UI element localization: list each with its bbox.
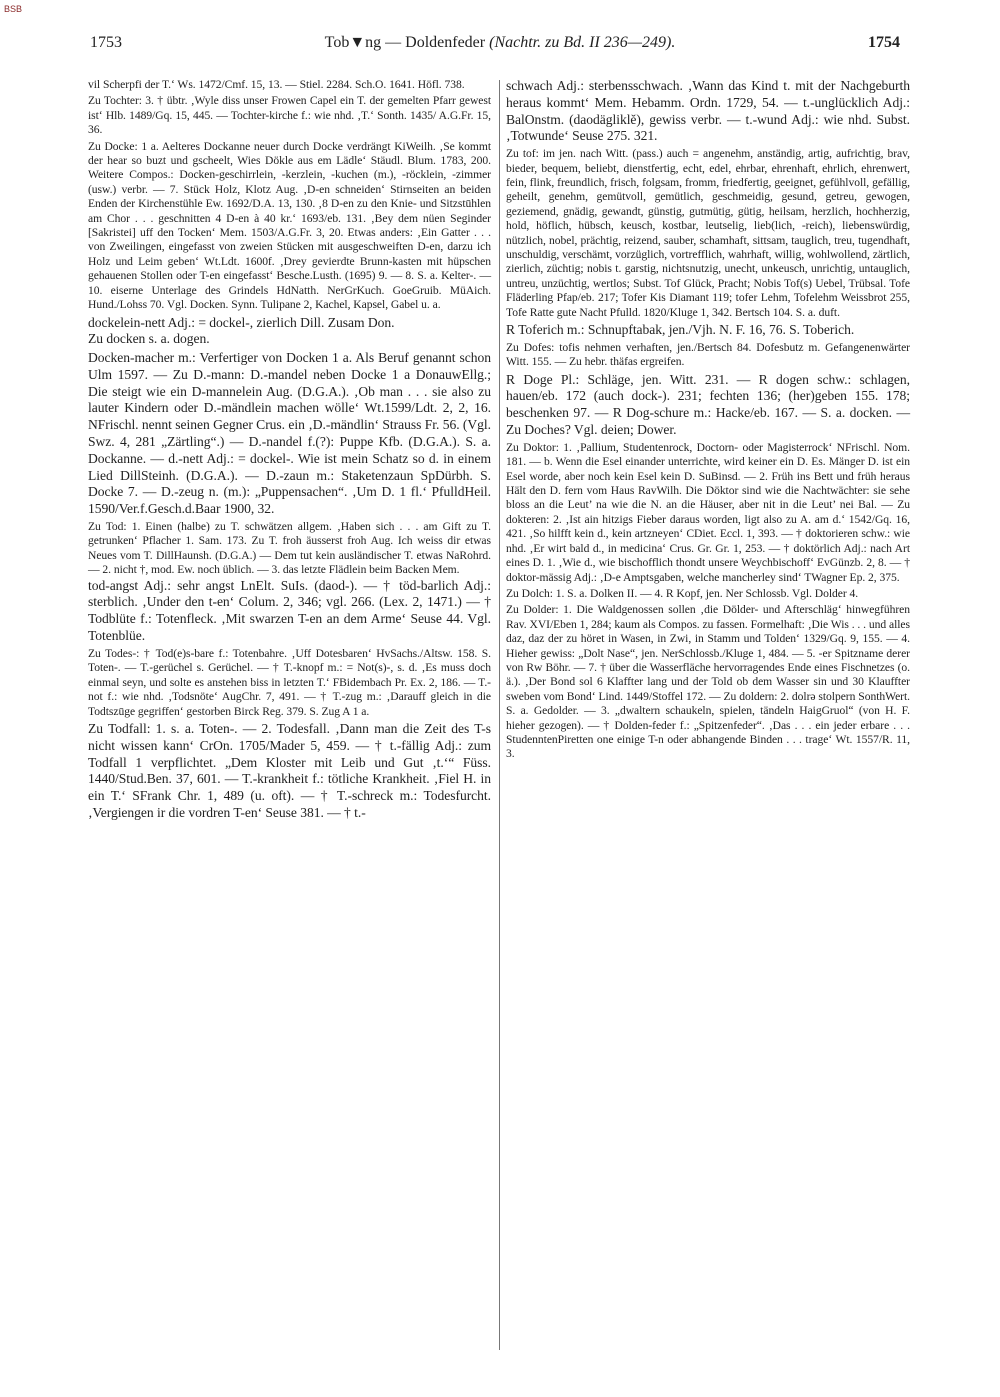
page-number-right: 1754	[868, 34, 900, 51]
running-title-main: Tob▼ng — Doldenfeder	[324, 34, 486, 51]
entry-toferich: R Toferich m.: Schnupftabak, jen./Vjh. N. F. 16, 76. S. Toberich.	[506, 322, 855, 338]
page-number-left: 1753	[90, 34, 122, 51]
entry-doktor: Zu Doktor: 1. ‚Pallium, Studentenrock, Doctorn- oder Magisterrock‘ NFrischl. Nom. 181. — b. Wenn die Esel einander unterrichte, wird keiner ein D. Es. Mänger D. ist ein Esel worde, aber noch kein Esel kein D. SuBinsd. — 2. Früh ins Bett und früh heraus Hält den D. fern vom Haus RavWilh. Die Döktor sind wie die Nachtwächter: sie sehe bloss an die Leut’ na wie die N. an die Häuser, aber nit in die Leut’ nei Bal. — Zu dokteren: 2. ‚Ist ain hitzigs Fieber daraus worden, ligt also zu A. am d.‘ 1542/Gq. 16, 421. ‚So hilfft kein d., kein artzneyen‘ CDiet. Eccl. 1, 393. — † doktorieren schw.: wie nhd. ‚Er wirt bald d., in medicina‘ Crus. Gr. Gr. 1, 253. — † doktörlich Adj.: nach Art eines D. 1. ‚Wie d., wie bischofflich thondt unsere Weychbischoff‘ EvGünzb. 2, 8. — † doktor-mässig Adj.: ‚D-e Amptsgaben, welche mancherley sind‘ TWagner Ep. 2, 375.	[506, 440, 910, 584]
entry-dofes: Zu Dofes: tofis nehmen verhaften, jen./Bertsch 84. Dofesbutz m. Gefangenenwärter Witt. 155. — Zu hebr. thäfas ergreifen.	[506, 340, 910, 369]
entry-tof: Zu tof: im jen. nach Witt. (pass.) auch = angenehm, anständig, artig, aufrichtig, brav, bieder, bequem, beliebt, dienstfertig, echt, edel, ehrbar, ehrenhaft, ehrlich, ehrenwert, fein, flink, freundlich, frisch, folgsam, fromm, friedfertig, geeignet, gefühlvoll, gefällig, geheilt, genehm, gemütvoll, gemütlich, geschmeidig, gesund, getreu, gewogen, geziemend, gnädig, gewandt, günstig, gutmütig, gütig, heilsam, herzlich, hochherzig, hold, höflich, hübsch, keusch, kostbar, leutselig, lieb(lich, -reich), liebenswürdig, nützlich, nobel, prächtig, reizend, sauber, schamhaft, sittsam, tauglich, treu, tugendhaft, unschuldig, verschämt, vorzüglich, vortrefflich, wahrhaft, willig, wohlwollend, zärtlich, zierlich, züchtig; nobis t. garstig, nichtsnutzig, unecht, unkeusch, unrichtig, untauglich, untreu, unzüchtig, wertlos; Subst. Tof Glück, Pracht; Nobis Tof(s) Uebel, Trübsal. Tofe Fläderling Pfap/eb. 217; Tofer Kis Diamant 119; tofer Lehm, Tofelehm Weissbrot 255, Tofe Ratte gute Nacht Pfulld. 1820/Kluge 1, 342. Bertsch 104. S. a. duft.	[506, 147, 910, 319]
page-header	[0, 34, 1000, 58]
column-divider	[499, 80, 500, 1350]
entry-dolch: Zu Dolch: 1. S. a. Dolken II. — 4. R Kopf, jen. Ner Schlossb. Vgl. Dolder 4.	[506, 586, 859, 600]
library-stamp: BSB	[4, 4, 23, 14]
right-column	[506, 78, 910, 762]
entry-tod-angst: tod-angst Adj.: sehr angst LnElt. SuIs. (daod-). — † töd-barlich Adj.: sterblich. ‚Under den t-en‘ Colum. 2, 346; vgl. 266. (Lex. 2, 1471.) — † Todblüte f.: Totenfleck. ‚Mit swarzen T-en an dem Arme‘ Seuse 44. Vgl. Totenblüe.	[88, 577, 491, 644]
entry-tochter: Zu Tochter: 3. † übtr. ‚Wyle diss unser Frowen Capel ein T. der gemelten Pfarr gewest ist‘ Hlb. 1489/Gq. 15, 445. — Tochter-kirche f.: wie nhd. ‚T.‘ Sonth. 1435/ A.G.Fr. 15, 36.	[88, 94, 491, 137]
running-title-note: (Nachtr. zu Bd. II 236—249).	[489, 34, 676, 51]
entry-scherpfi: vil Scherpfi der T.‘ Ws. 1472/Cmf. 15, 13. — Stiel. 2284. Sch.O. 1641. Höfl. 738.	[88, 78, 465, 91]
entry-tod-schwach: schwach Adj.: sterbensschwach. ‚Wann das Kind t. mit der Nachgeburth heraus kommt‘ Mem. Hebamm. Ordn. 1729, 54. — t.-unglücklich Adj.: BalOnstm. (daodägliklĕ), gewiss verbr. — t.-wund Adj.: wie nhd. Subst. ‚Totwunde‘ Seuse 275. 321.	[506, 78, 910, 144]
entry-docke: Zu Docke: 1 a. Aelteres Dockanne neuer durch Docke verdrängt KiWeilh. ‚Se kommt der hear so buzt und gscheelt, Wies Dökle aus em Lädle‘ Stäudl. Blum. 1783, 200. Weitere Compos.: Docken-geschirrlein, -kerzlein, -kuchen (m.), -röcklein, -zimmer (usw.) verbr. — 7. Stück Holz, Klotz Aug. ‚D-en schneiden‘ Stirnseiten an beiden Enden der Kirchenstühle Ew. 1692/D.A. 13, 130. ‚8 D-en zu den Knie- und Sitzstūhlen am Chor . . . geschnitten 4 D-en à 40 kr.‘ 1693/eb. 131. ‚Bey dem nüen Seginder [Sakristei] uff den Tocken‘ Mem. 1503/A.G.Fr. 3, 20. Etwas anders: ‚Ein Gatter . . . von Zweilingen, eingefasst von zweien Stücken mit ausgeschweiften D-en, darzu ich Holz und Leim geben‘ Wt.Ldt. 1600f. ‚Drey gevierdte Brunn-kasten mit hüpschen gehauenen Stollen oder T-en eingefasst‘ Besche.Lusth. (1695) 9. — 8. S. a. Kelter-. — 10. eiserne Unterlage des Grindels HdNatth. NerGrKuch. GoeGruib. MüAich. Hund./Lohss 70. Vgl. Docken. Synn. Tulipane 2, Kachel, Kapsel, Gabel u. a.	[88, 139, 491, 312]
running-title	[0, 34, 1000, 52]
entry-dolder: Zu Dolder: 1. Die Waldgenossen sollen ‚die Dölder- und Afterschläg‘ hinwegführen Rav. XVI/Eben 1, 284; kaum als Compos. zu fassen. Formelhaft: ‚Die Wis . . . und alles daz, daz der zu höret in Wasen, in Zwi, in Stamm und Tolden‘ 1329/Gq. 9, 155. — 4. Hieher gewiss: „Dolt Nase“, jen. NerSchlossb./Kluge 1, 484. — 5. -er Spitzname derer von Rw Böhr. — 7. † über die Wasserfläche hervorragendes Ende eines Fischnetzes (o. ä.). ‚Der Bond sol 6 Klaffter lang und der Told ob dem Wasser sin und 30 Klauffter sweben vom Bond‘ Lind. 1449/Stoffel 172. — Zu doldern: 2. dolrə stolpern SonthWert. S. a. Gedolder. — 3. „dwaltern schaukeln, spielen, tändeln HaigGruol“ (von H. F. hieher gezogen). — † Dolden-feder f.: „Spitzenfeder“. ‚Das . . . ein jeder erbare . . . StudenntenPiretten one einige T-n oder abhangende Binden . . . trage‘ Wt. 1557/R. 11, 3.	[506, 603, 910, 761]
entry-todfall: Zu Todfall: 1. s. a. Toten-. — 2. Todesfall. ‚Dann man die Zeit des T-s nicht wissen kann‘ CrOn. 1705/Mader 5, 459. — † t.-fällig Adj.: zum Todfall 1 verpflichtet. „Dem Kloster mit Leib und Gut ‚t.‘“ Füss. 1440/Stud.Ben. 37, 601. — T.-krankheit f.: tötliche Krankheit. ‚Fiel H. in ein T.‘ SFrank Chr. 1, 489 (u. oft). — † T.-schreck m.: Todesfurcht. ‚Vergiengen ir die vordren T-en‘ Seuse 381. — † t.-	[88, 720, 491, 820]
entry-docken: Zu docken s. a. dogen.	[88, 331, 210, 347]
entry-dockelein-nett: dockelein-nett Adj.: = dockel-, zierlich Dill. Zusam Don.	[88, 314, 395, 330]
entry-tod: Zu Tod: 1. Einen (halbe) zu T. schwätzen allgem. ‚Haben sich . . . am Gift zu T. getrunken‘ Pflacher 1. Sam. 173. Zu T. froh äusserst froh Aug. Ich weiss dir etwas Neues vom T. DillHaunsh. (D.G.A.) — Dem tut kein ausländischer T. etwas NaRohrd. — 2. nicht †, mod. Ew. noch üblich. — 3. das letzte Flädlein beim Backen Mem.	[88, 520, 491, 577]
entry-docken-macher: Docken-macher m.: Verfertiger von Docken 1 a. Als Beruf genannt schon Ulm 1597. — Zu D.-mann: D.-mandel neben Docke 1 a DonauwEllg.; Die steigt wie ein D-mannelein Aug. (D.G.A.). ‚Ob man . . . sie also zu lauter Kindern oder D.-mändlein machen wölle‘ Wt.1599/Ldt. 2, 2, 16. NFrischl. nennt seinen Gegner Crus. ein ‚D.-mändlin‘ Strauss Fr. 56. (Vgl. Swz. 4, 281 „Zärtling“.) — D.-nandel f.(?): Puppe Kfb. (D.G.A.). S. a. Dockanne. — d.-nett Adj.: = dockel-. Wie ist mein Schatz so d. in einem Lied DillSteinh. (D.G.A.). — D.-zaun m.: Staketenzaun SpDürbh. S. Docke 7. — D.-zeug n. (m.): „Puppensachen“. ‚Um D. 1 fl.‘ PfulldHeil. 1590/Ver.f.Gesch.d.Baar 1900, 32.	[88, 350, 491, 517]
left-column	[88, 78, 491, 822]
entry-doge: R Doge Pl.: Schläge, jen. Witt. 231. — R dogen schw.: schlagen, hauen/eb. 172 (auch dock-). 231; fechten 136; (her)geben 155. 178; beschenken 97. — R Dog-schure m.: Hacke/eb. 167. — S. a. docken. — Zu Doches? Vgl. deien; Dower.	[506, 371, 910, 438]
entry-todes: Zu Todes-: † Tod(e)s-bare f.: Totenbahre. ‚Uff Dotesbaren‘ HvSachs./Altsw. 158. S. Toten-. — T.-gerüchel s. Gerüchel. — † T.-knopf m.: = Not(s)-, s. d. ‚Es muss doch einmal seyn, und solte es anstehen biss in letzten T.‘ FBidembach Pr. Ex. 2, 186. — T.-not f.: wie nhd. ‚Todsnöte‘ AugChr. 7, 491. — † T.-zug m.: ‚Darauff gleich in die Todtszūge gegriffen‘ gestorben Birck Reg. 379. S. Zug A 1 a.	[88, 646, 491, 718]
